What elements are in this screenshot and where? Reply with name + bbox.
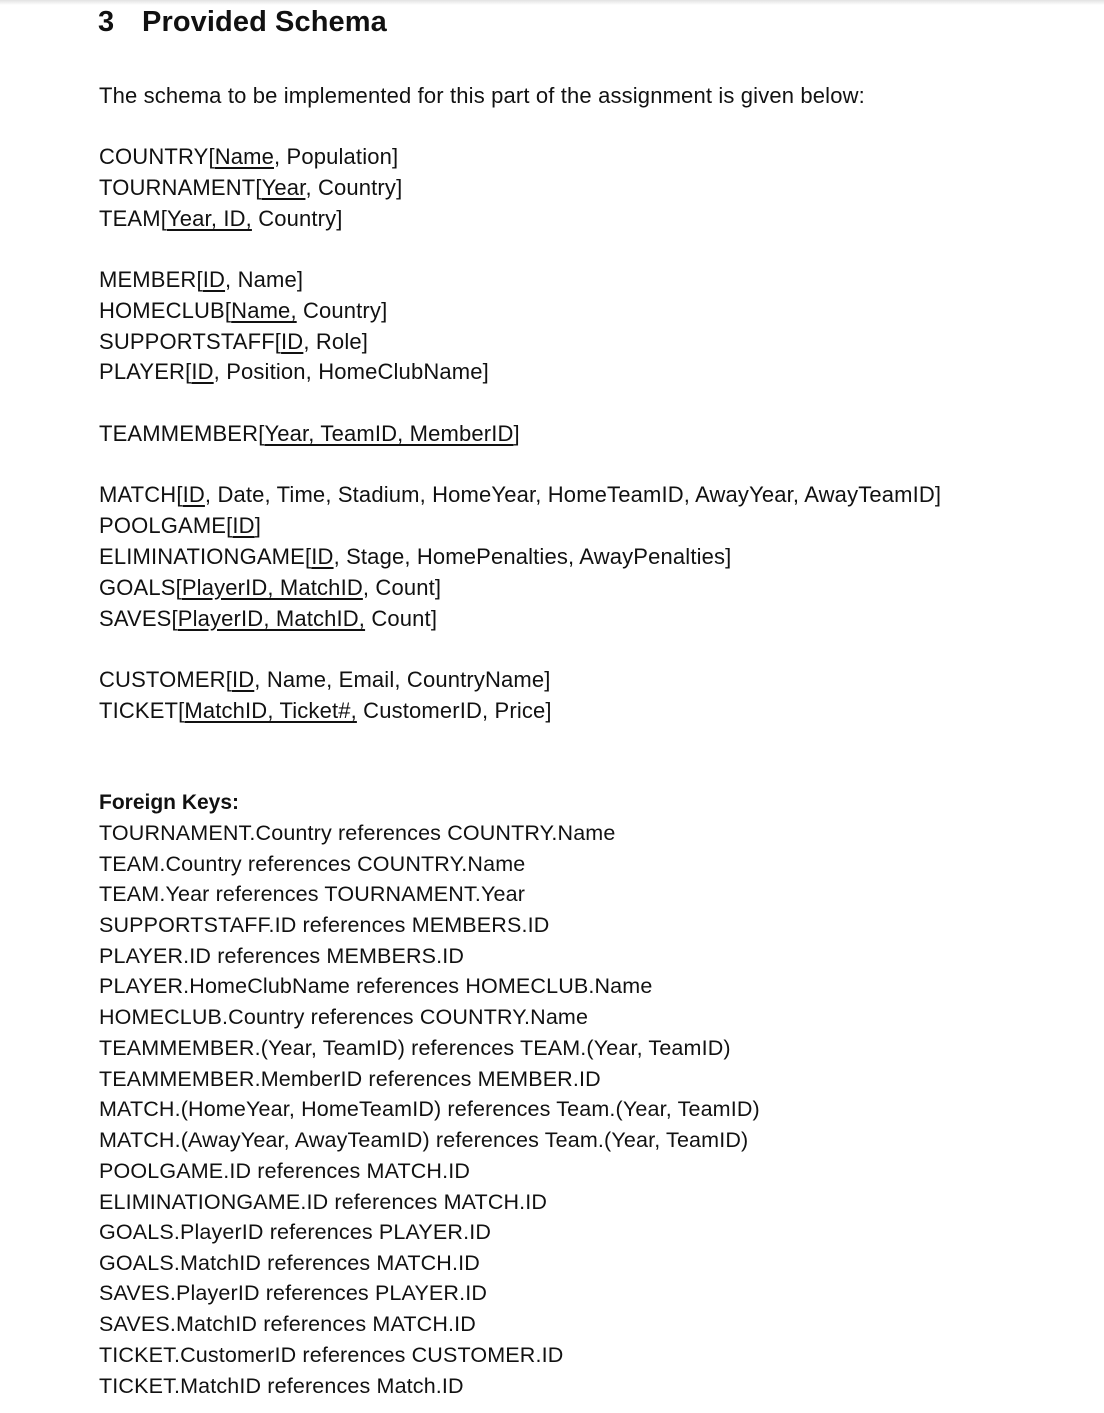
relation-supportstaff: SUPPORTSTAFF[ID, Role] — [99, 329, 369, 354]
foreign-key-item: PLAYER.ID references MEMBERS.ID — [99, 944, 465, 968]
section-heading — [98, 2, 387, 42]
foreign-key-item: MATCH.(HomeYear, HomeTeamID) references Team.(Year, TeamID) — [99, 1097, 760, 1121]
foreign-key-item: TEAMMEMBER.(Year, TeamID) references TEAM.(Year, TeamID) — [99, 1036, 731, 1060]
relation-team: TEAM[Year, ID, Country] — [99, 206, 343, 231]
intro-paragraph: The schema to be implemented for this part of the assignment is given below: — [99, 83, 865, 108]
foreign-key-item: POOLGAME.ID references MATCH.ID — [99, 1159, 471, 1183]
relation-teammember: TEAMMEMBER[Year, TeamID, MemberID] — [99, 421, 520, 446]
section-number: 3 — [98, 6, 115, 38]
relation-poolgame: POOLGAME[ID] — [99, 513, 261, 538]
foreign-key-item: GOALS.MatchID references MATCH.ID — [99, 1251, 480, 1275]
foreign-key-item: GOALS.PlayerID references PLAYER.ID — [99, 1220, 491, 1244]
foreign-key-item: PLAYER.HomeClubName references HOMECLUB.Name — [99, 974, 653, 998]
section-title: Provided Schema — [142, 6, 387, 38]
foreign-key-item: TEAM.Country references COUNTRY.Name — [99, 852, 526, 876]
relation-player: PLAYER[ID, Position, HomeClubName] — [99, 359, 489, 384]
foreign-key-item: MATCH.(AwayYear, AwayTeamID) references Team.(Year, TeamID) — [99, 1128, 749, 1152]
relation-tournament: TOURNAMENT[Year, Country] — [99, 175, 403, 200]
relation-member: MEMBER[ID, Name] — [99, 267, 304, 292]
foreign-key-item: TEAMMEMBER.MemberID references MEMBER.ID — [99, 1067, 601, 1091]
foreign-key-item: TEAM.Year references TOURNAMENT.Year — [99, 882, 526, 906]
foreign-key-item: SUPPORTSTAFF.ID references MEMBERS.ID — [99, 913, 550, 937]
relation-customer: CUSTOMER[ID, Name, Email, CountryName] — [99, 667, 551, 692]
foreign-key-item: TOURNAMENT.Country references COUNTRY.Name — [99, 821, 616, 845]
relation-eliminationgame: ELIMINATIONGAME[ID, Stage, HomePenalties, AwayPenalties] — [99, 544, 732, 569]
foreign-key-item: SAVES.MatchID references MATCH.ID — [99, 1312, 476, 1336]
foreign-keys-heading: Foreign Keys: — [99, 791, 240, 814]
foreign-key-item: ELIMINATIONGAME.ID references MATCH.ID — [99, 1190, 548, 1214]
relation-homeclub: HOMECLUB[Name, Country] — [99, 298, 388, 323]
foreign-key-item: TICKET.MatchID references Match.ID — [99, 1374, 464, 1398]
relation-country: COUNTRY[Name, Population] — [99, 144, 399, 169]
relation-goals: GOALS[PlayerID, MatchID, Count] — [99, 575, 442, 600]
foreign-key-item: TICKET.CustomerID references CUSTOMER.ID — [99, 1343, 564, 1367]
foreign-key-item: HOMECLUB.Country references COUNTRY.Name — [99, 1005, 589, 1029]
relation-ticket: TICKET[MatchID, Ticket#, CustomerID, Price] — [99, 698, 552, 723]
relation-saves: SAVES[PlayerID, MatchID, Count] — [99, 606, 438, 631]
relation-match: MATCH[ID, Date, Time, Stadium, HomeYear, HomeTeamID, AwayYear, AwayTeamID] — [99, 482, 942, 507]
foreign-key-item: SAVES.PlayerID references PLAYER.ID — [99, 1281, 488, 1305]
